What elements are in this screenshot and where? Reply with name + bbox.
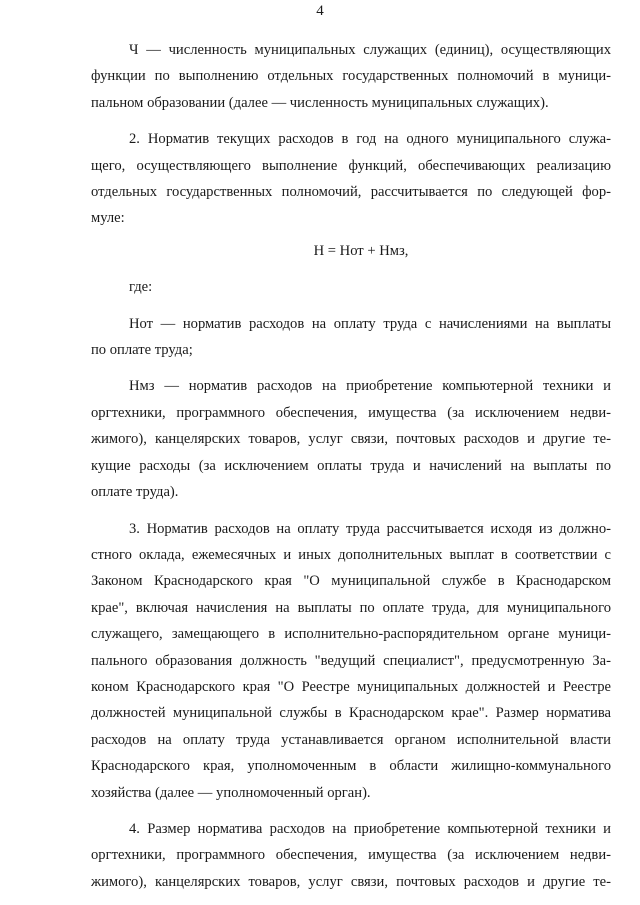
text-line: жимого), канцелярских товаров, услуг связи, почтовых расходов и другие те- xyxy=(91,873,611,890)
text-line: щего, осуществляющего выполнение функций, обеспечивающих реализацию xyxy=(91,157,611,174)
text-line: оплате труда). xyxy=(91,484,179,501)
text-line: оргтехники, программного обеспечения, имущества (за исключением недви- xyxy=(91,847,611,864)
text-line: пального образования должность "ведущий специалист", предусмотренную За- xyxy=(91,652,611,669)
formula: Н = Нот + Нмз, xyxy=(313,242,409,259)
text-line: служащего, замещающего в исполнительно-распорядительном органе муници- xyxy=(91,626,611,643)
text-line: функции по выполнению отдельных государственных полномочий в муници- xyxy=(91,68,611,85)
text-line: по оплате труда; xyxy=(91,342,193,359)
text-line: Законом Краснодарского края "О муниципальной службе в Краснодарском xyxy=(91,573,611,590)
text-line: 4. Размер норматива расходов на приобретение компьютерной техники и xyxy=(129,820,611,837)
text-line: коном Краснодарского края "О Реестре муниципальных должностей и Реестре xyxy=(91,678,611,695)
text-line: отдельных государственных полномочий, рассчитывается по следующей фор- xyxy=(91,184,611,201)
text-line: муле: xyxy=(91,210,125,227)
text-line: стного оклада, ежемесячных и иных дополнительных выплат в соответствии с xyxy=(91,546,611,563)
text-line: Ч — численность муниципальных служащих (единиц), осуществляющих xyxy=(129,42,611,58)
text-line: 2. Норматив текущих расходов в год на одного муниципального служа- xyxy=(129,131,611,148)
text-line: Нмз — норматив расходов на приобретение компьютерной техники и xyxy=(129,378,611,395)
text-line: Краснодарского края, уполномоченным в области жилищно-коммунального xyxy=(91,758,611,775)
text-line: Нот — норматив расходов на оплату труда с начислениями на выплаты xyxy=(129,315,611,332)
text-line: хозяйства (далее — уполномоченный орган). xyxy=(91,784,371,801)
page-number: 4 xyxy=(316,3,324,19)
text-line: жимого), канцелярских товаров, услуг связи, почтовых расходов и другие те- xyxy=(91,431,611,448)
text-line: пальном образовании (далее — численность муниципальных служащих). xyxy=(91,94,549,111)
text-line: где: xyxy=(129,279,153,296)
text-line: расходов на оплату труда устанавливается органом исполнительной власти xyxy=(91,731,611,748)
text-line: крае", включая начисления на выплаты по оплате труда, для муниципального xyxy=(91,599,611,616)
document-body xyxy=(91,37,611,895)
text-line: 3. Норматив расходов на оплату труда рассчитывается исходя из должно- xyxy=(129,520,611,537)
text-line: кущие расходы (за исключением оплаты труда и начислений на выплаты по xyxy=(91,457,611,474)
text-line: оргтехники, программного обеспечения, имущества (за исключением недви- xyxy=(91,404,611,421)
text-line: должностей муниципальной службы в Краснодарском крае". Размер норматива xyxy=(91,705,611,722)
